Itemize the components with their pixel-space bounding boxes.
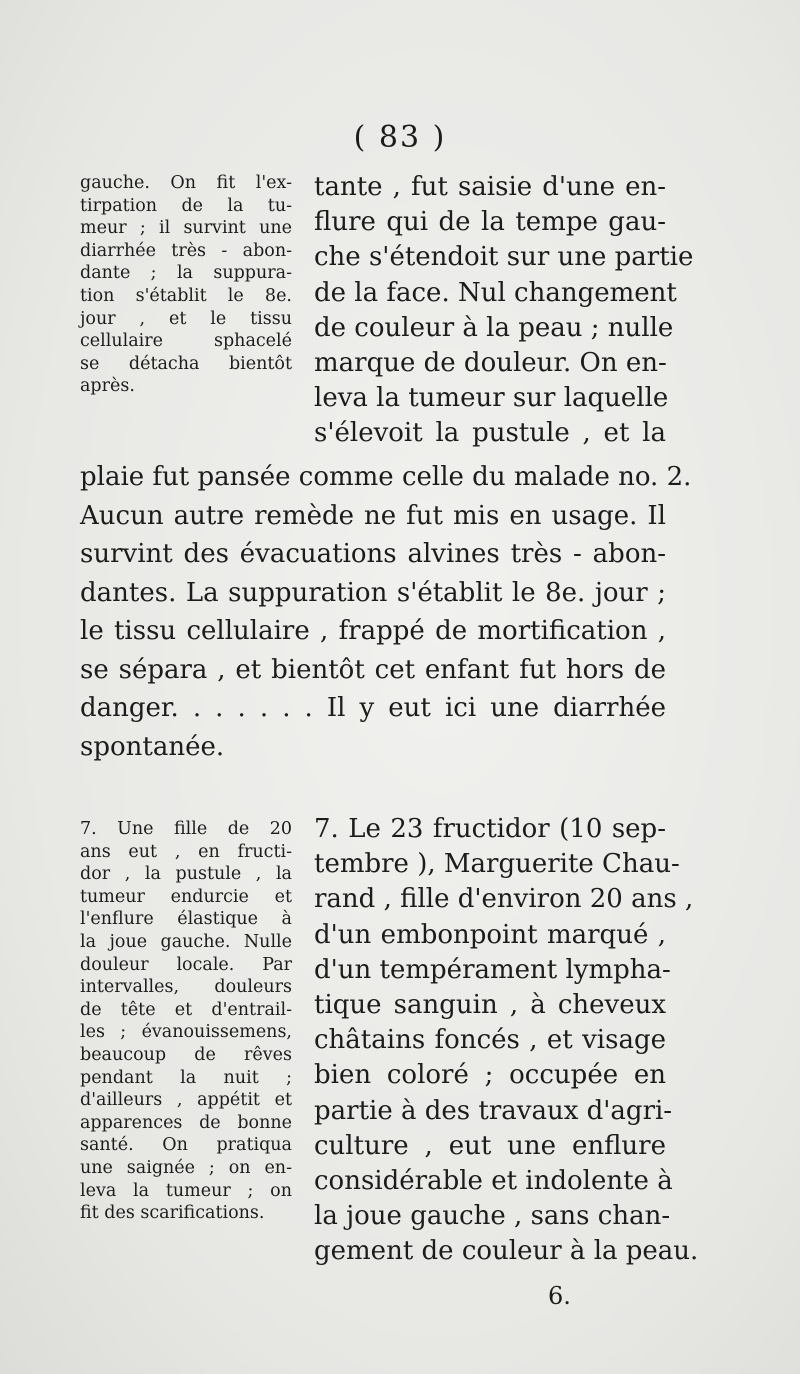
note-line: les ; évanouissemens, — [80, 1022, 292, 1043]
note-line: douleur locale. Par — [80, 954, 292, 975]
text-line: Aucun autre remède ne fut mis en usage. Il — [80, 500, 666, 531]
text-line: survint des évacuations alvines très - abon- — [80, 539, 666, 569]
note-line: tirpation de la tu- — [80, 195, 292, 216]
text-line: s'élevoit la pustule , et la — [314, 418, 666, 449]
text-line: plaie fut pansée comme celle du malade no. 2. — [80, 462, 692, 492]
text-line: de couleur à la peau ; nulle — [314, 312, 674, 343]
note-line: se détacha bientôt — [80, 353, 292, 374]
right-column-text-2 — [314, 812, 699, 1270]
note-line: dor , la pustule , la — [80, 864, 292, 885]
note-line: jour , et le tissu — [80, 308, 292, 329]
note-line: après. — [80, 376, 135, 397]
note-line: beaucoup de rêves — [80, 1044, 292, 1065]
left-marginal-note-1 — [80, 172, 292, 398]
note-line: gauche. On fit l'ex- — [80, 173, 292, 193]
note-line: pendant la nuit ; — [80, 1067, 292, 1088]
note-line: ans eut , en fructi- — [80, 841, 292, 862]
text-line: tique sanguin , à cheveux — [314, 990, 666, 1021]
text-line: 7. Le 23 fructidor (10 sep- — [314, 814, 666, 844]
note-line: meur ; il survint une — [80, 218, 292, 239]
note-line: leva la tumeur ; on — [80, 1180, 292, 1201]
text-line: d'un tempérament lympha- — [314, 954, 671, 985]
text-line: le tissu cellulaire , frappé de mortification , — [80, 616, 666, 646]
full-width-paragraph — [80, 458, 692, 766]
text-line: marque de douleur. On en- — [314, 348, 667, 379]
text-line: bien coloré ; occupée en — [314, 1060, 666, 1091]
left-marginal-note-2 — [80, 818, 292, 1225]
note-line: apparences de bonne — [80, 1112, 292, 1133]
text-line: d'un embonpoint marqué , — [314, 919, 666, 950]
text-line: considérable et indolente à — [314, 1166, 673, 1197]
text-line: rand , fille d'environ 20 ans , — [314, 884, 694, 915]
note-line: santé. On pratiqua — [80, 1135, 292, 1156]
note-line: d'ailleurs , appétit et — [80, 1090, 292, 1111]
text-line: gement de couleur à la peau. — [314, 1236, 699, 1267]
text-line: flure qui de la tempe gau- — [314, 207, 666, 238]
signature-mark: 6. — [548, 1282, 571, 1310]
note-line: la joue gauche. Nulle — [80, 931, 292, 952]
note-line: l'enflure élastique à — [80, 909, 292, 930]
note-line: fit des scarifications. — [80, 1203, 265, 1224]
text-line: tembre ), Marguerite Chau- — [314, 849, 680, 880]
note-line: de tête et d'entrail- — [80, 999, 292, 1020]
text-line: la joue gauche , sans chan- — [314, 1201, 671, 1232]
note-line: tumeur endurcie et — [80, 886, 292, 907]
text-line: danger. . . . . . . Il y eut ici une diarrhée — [80, 693, 666, 723]
note-line: une saignée ; on en- — [80, 1157, 292, 1178]
text-line: tante , fut saisie d'une en- — [314, 172, 666, 202]
right-column-text-1 — [314, 170, 694, 452]
text-line: che s'étendoit sur une partie — [314, 242, 694, 273]
note-line: dante ; la suppura- — [80, 263, 292, 284]
note-line: cellulaire sphacelé — [80, 331, 292, 352]
text-line: dantes. La suppuration s'établit le 8e. jour ; — [80, 577, 666, 608]
note-line: diarrhée très - abon- — [80, 240, 292, 261]
text-line: de la face. Nul changement — [314, 277, 677, 308]
page-number: ( 83 ) — [353, 120, 447, 155]
text-line: se sépara , et bientôt cet enfant fut hors de — [80, 654, 666, 685]
note-line: tion s'établit le 8e. — [80, 285, 292, 306]
text-line: châtains foncés , et visage — [314, 1025, 666, 1056]
note-line: intervalles, douleurs — [80, 977, 292, 998]
text-line: partie à des travaux d'agri- — [314, 1095, 673, 1126]
note-line: 7. Une fille de 20 — [80, 819, 292, 839]
text-line: spontanée. — [80, 731, 225, 762]
text-line: culture , eut une enflure — [314, 1130, 666, 1161]
text-line: leva la tumeur sur laquelle — [314, 383, 669, 414]
